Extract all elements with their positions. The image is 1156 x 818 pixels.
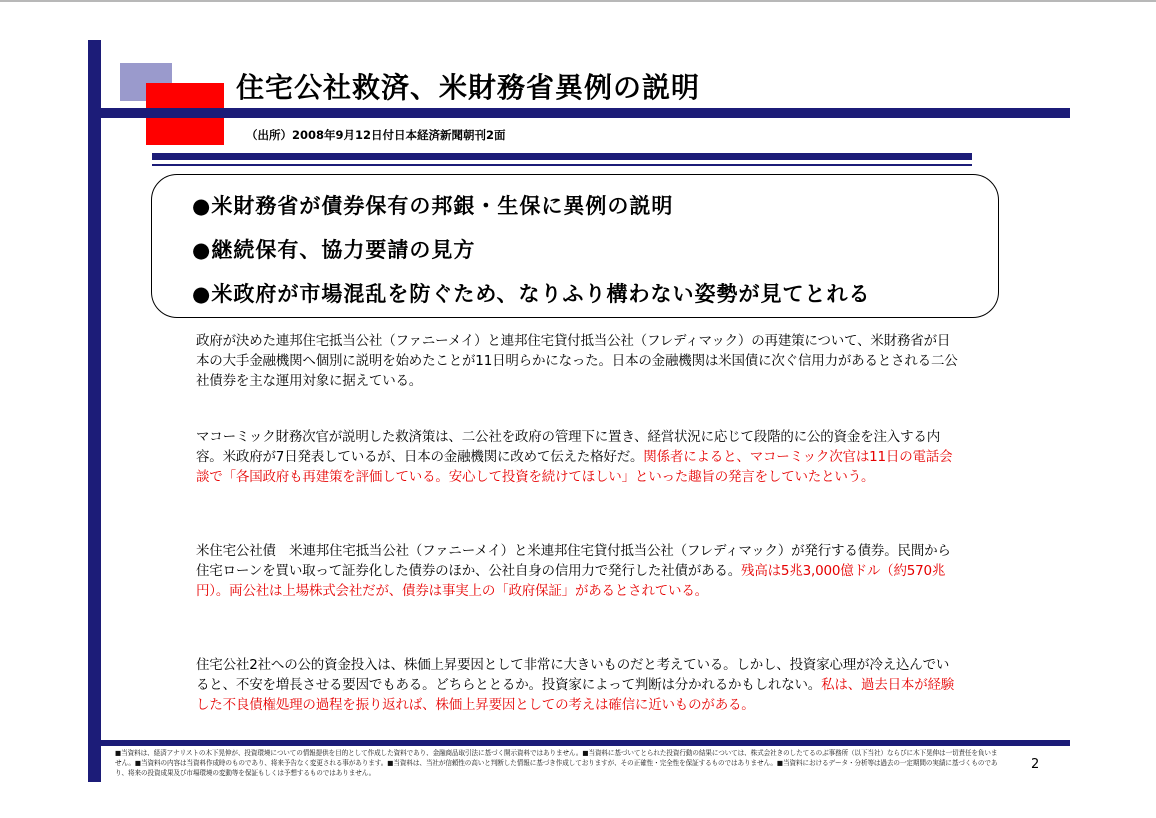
source-citation: （出所）2008年9月12日付日本経済新聞朝刊2面 (246, 128, 506, 142)
left-accent-bar (88, 40, 101, 782)
top-rule (0, 0, 1156, 2)
body-paragraph-2 (196, 427, 960, 487)
body-paragraph-4 (196, 655, 960, 715)
summary-point: ●米政府が市場混乱を防ぐため、なりふり構わない姿勢が見てとれる (192, 282, 871, 306)
body-paragraph-3 (196, 541, 960, 601)
title-underline-band (101, 108, 1070, 118)
footer-disclaimer: ■当資料は、経済アナリストの木下晃伸が、投資環境についての情報提供を目的として作成した資料であり、金融商品取引法に基づく開示資料ではありません。■当資料に基づいてとられた投資行動の結果については、株式会社きのしたてるのぶ事務所（以下当社）ならびに木下晃伸は一切責任を負いません。■当資料の内容は当資料作成時のものであり、将来予告なく変更される事があります。■当資料は、当社が信頼性の高いと判断した情報に基づき作成しておりますが、その正確性・完全性を保証するものではありません。■当資料におけるデータ・分析等は過去の一定期間の実績に基づくものであり、将来の投資成果及び市場環境の変動等を保証もしくは予想するものではありません。 (115, 749, 998, 777)
paragraph-text: 政府が決めた連邦住宅抵当公社（ファニーメイ）と連邦住宅貸付抵当公社（フレディマック）の再建策について、米財務省が日本の大手金融機関へ個別に説明を始めたことが11日明らかになった。日本の金融機関は米国債に次ぐ信用力があるとされる二公社債券を主な運用対象に据えている。 (196, 333, 958, 389)
section-rule-thick (152, 153, 972, 160)
section-rule-thin (152, 164, 972, 166)
paragraph-highlight: 私は、過去日本が経験した不良債権処理の過程を振り返れば、株価上昇要因としての考えは確信に近いものがある。 (196, 677, 955, 713)
paragraph-highlight: 関係者によると、マコーミック次官は11日の電話会談で「各国政府も再建策を評価している。安心して投資を続けてほしい」といった趣旨の発言をしていたという。 (196, 449, 953, 485)
summary-point: ●米財務省が債券保有の邦銀・生保に異例の説明 (192, 194, 674, 218)
paragraph-text: マコーミック財務次官が説明した救済策は、二公社を政府の管理下に置き、経営状況に応じて段階的に公的資金を注入する内容。米政府が7日発表しているが、日本の金融機関に改めて伝えた格好だ。 (196, 429, 940, 465)
paragraph-text: 住宅公社2社への公的資金投入は、株価上昇要因として非常に大きいものだと考えている。しかし、投資家心理が冷え込んでいると、不安を増長させる要因でもある。どちらととるか。投資家によって判断は分かれるかもしれない。 (196, 657, 950, 693)
page-title: 住宅公社救済、米財務省異例の説明 (236, 71, 701, 104)
summary-point: ●継続保有、協力要請の見方 (192, 238, 476, 262)
summary-box (151, 174, 999, 318)
footer-band (101, 740, 1070, 746)
page-number: 2 (1031, 757, 1040, 772)
paragraph-text: 米住宅公社債 米連邦住宅抵当公社（ファニーメイ）と米連邦住宅貸付抵当公社（フレディマック）が発行する債券。民間から住宅ローンを買い取って証券化した債券のほか、公社自身の信用力で発行した社債がある。 (196, 543, 951, 579)
paragraph-highlight: 残高は5兆3,000億ドル（約570兆円）。両公社は上場株式会社だが、債券は事実上の「政府保証」があるとされている。 (196, 563, 946, 599)
body-paragraph-1 (196, 331, 960, 391)
